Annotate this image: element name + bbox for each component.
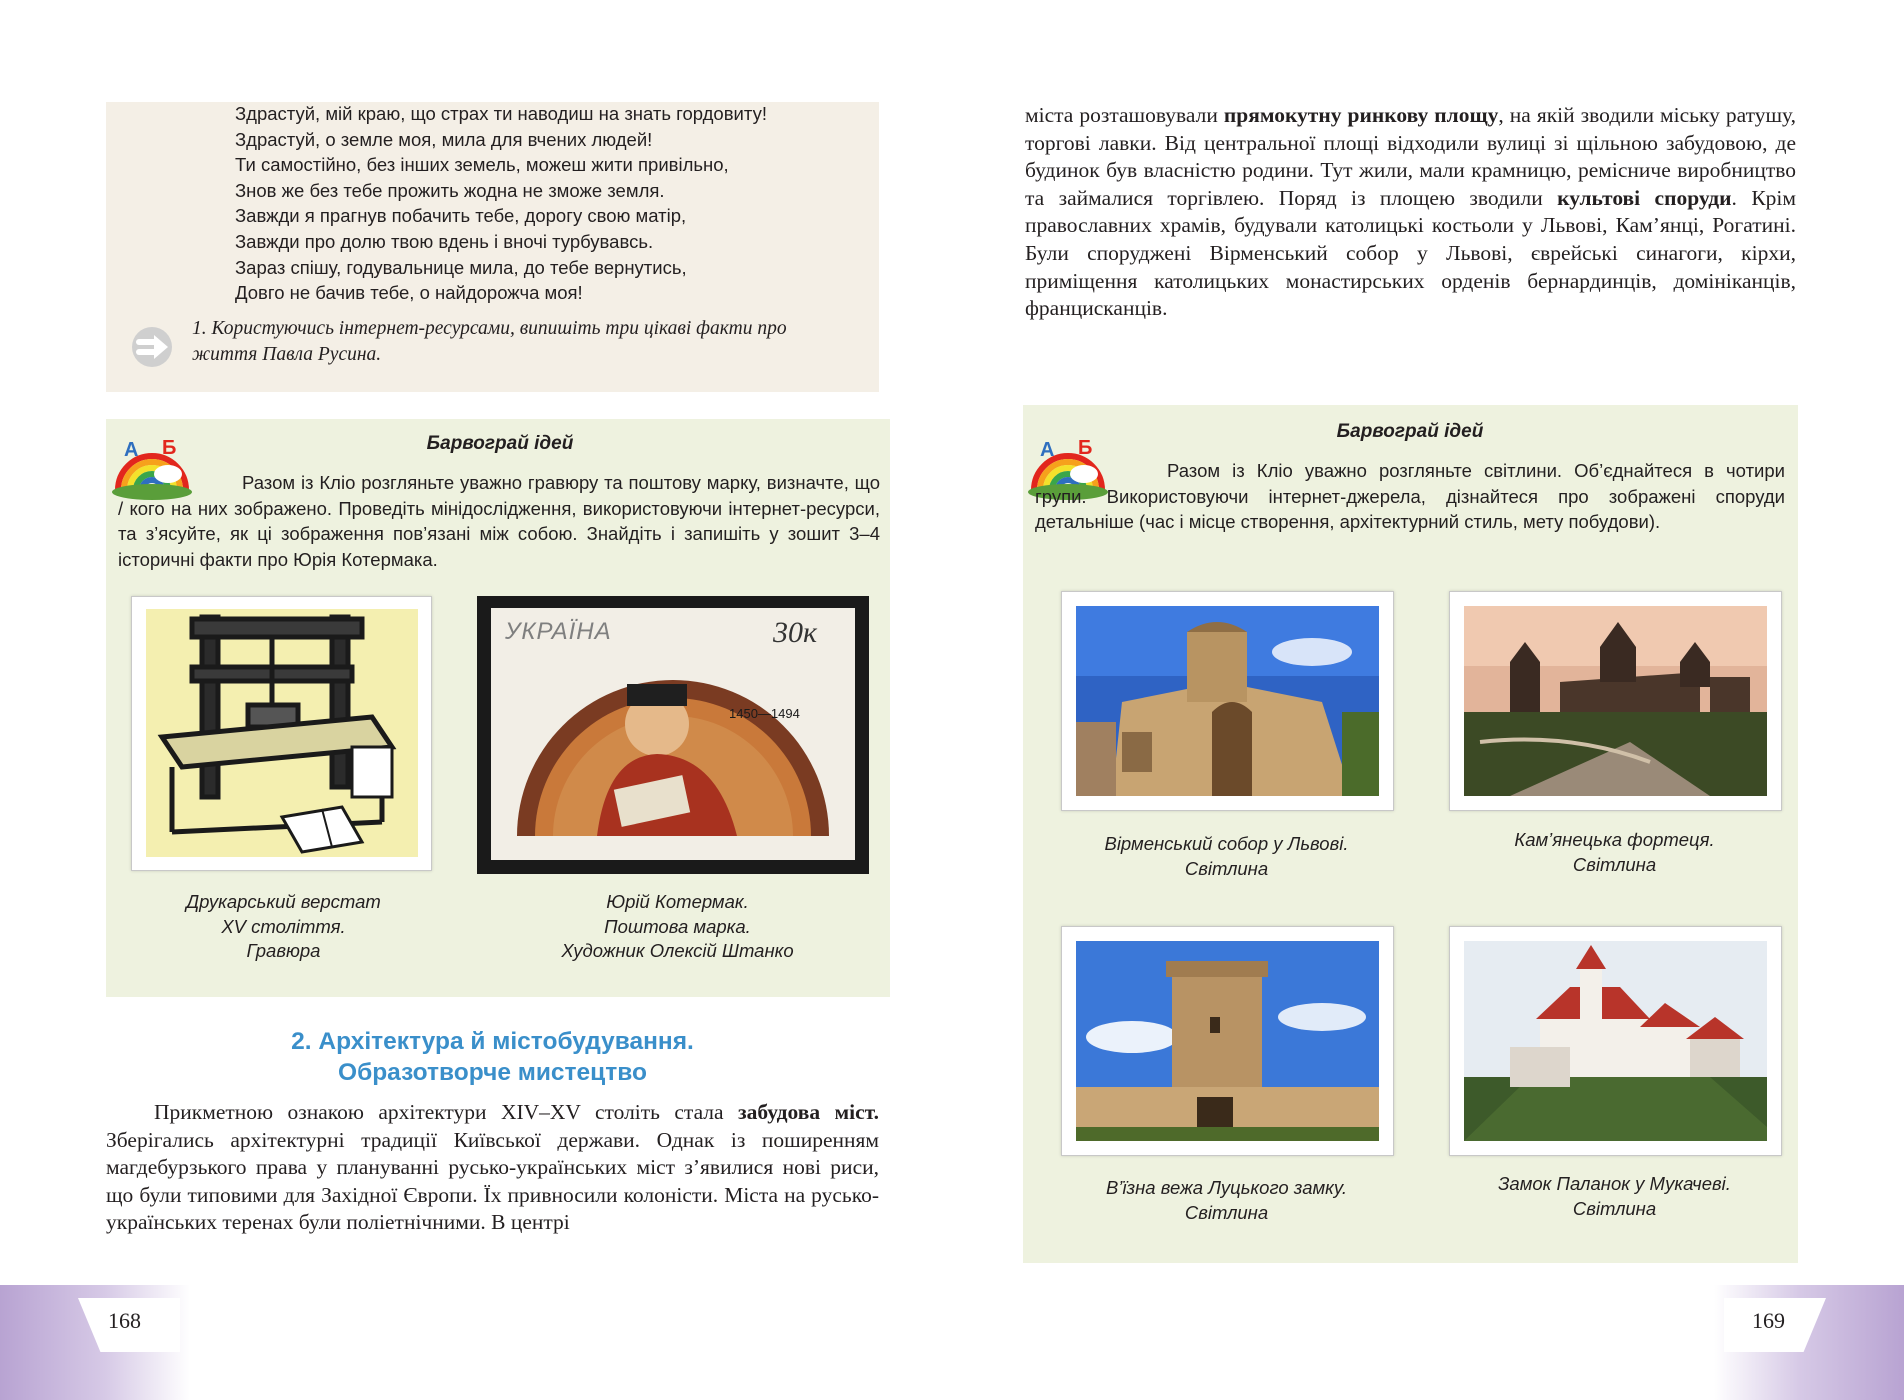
printing-press-image bbox=[132, 597, 431, 870]
poem-line: Здрастуй, о земле моя, мила для вчених людей! bbox=[235, 128, 653, 150]
idea-box-title: Барвограй ідей bbox=[426, 433, 574, 454]
section-paragraph: Прикметною ознакою архітектури XIV–XV століть стала забудова міст. Зберігались архітектурні традиції Київської держави. Однак із поширенням магдебурзького права у плануванні русько-українських міст з’явилися нові риси, що були типовими для Західної Європи. Їх привносили колоністи. Міста на русько-українських теренах були поліетнічними. В центрі bbox=[106, 1100, 880, 1235]
idea-box-text: Разом із Кліо уважно розгляньте світлини. Об’єднайтеся в чотири групи. Використовуючи інтернет-джерела, дізнайтеся про зображені споруди детальніше (час і місце створення, архітектурний стиль, мету побудови). bbox=[1035, 460, 1785, 533]
svg-text:Б: Б bbox=[162, 437, 177, 459]
photo-palanok-castle bbox=[1449, 926, 1782, 1156]
poem-line: Здрастуй, мій краю, що страх ти наводиш на знать гордовиту! bbox=[235, 103, 767, 124]
photo-lutsk-tower bbox=[1061, 926, 1394, 1156]
caption-printing-press: Друкарський верстат XV століття. Гравюра bbox=[186, 891, 381, 961]
caption-kamianets-fortress: Кам’янецька фортеця. Світлина bbox=[1514, 829, 1715, 875]
photo-kamianets-fortress bbox=[1449, 591, 1782, 811]
lutsk-tower-image bbox=[1062, 927, 1393, 1155]
stamp-value: 30к bbox=[773, 616, 818, 649]
arrow-right-icon bbox=[130, 325, 174, 369]
poem bbox=[235, 101, 875, 306]
engraving-printing-press bbox=[131, 596, 432, 871]
idea-box-text: Разом із Кліо розгляньте уважно гравюру та поштову марку, визначте, що / кого на них зображено. Проведіть мінідослідження, використовуючи інтернет-ресурси, та з’ясуйте, як ці зображення пов’язані між собою. Знайдіть і запишіть у зошит 3–4 історичні факти про Юрія Котермака. bbox=[118, 472, 880, 570]
palanok-castle-image bbox=[1450, 927, 1781, 1155]
poem-line: Завжди про долю твою вдень і вночі турбувавсь. bbox=[235, 230, 654, 252]
poem-line: Знов же без тебе прожить жодна не зможе земля. bbox=[235, 179, 665, 201]
armenian-cathedral-image bbox=[1062, 592, 1393, 810]
svg-text:А: А bbox=[1040, 439, 1055, 461]
caption-palanok-castle: Замок Паланок у Мукачеві. Світлина bbox=[1498, 1173, 1731, 1219]
kamianets-fortress-image bbox=[1450, 592, 1781, 810]
postage-stamp bbox=[477, 596, 869, 874]
poem-line: Завжди я прагнув побачить тебе, дорогу свою матір, bbox=[235, 205, 687, 227]
page-number-left: 168 bbox=[108, 1308, 141, 1333]
caption-lutsk-tower: В’їзна вежа Луцького замку. Світлина bbox=[1105, 1177, 1348, 1223]
section-heading: 2. Архітектура й містобудування. Образотворче мистецтво bbox=[291, 1028, 694, 1086]
photo-armenian-cathedral bbox=[1061, 591, 1394, 811]
poem-line: Ти самостійно, без інших земель, можеш жити привільно, bbox=[235, 154, 729, 176]
page-number-right: 169 bbox=[1752, 1308, 1785, 1333]
task bbox=[130, 316, 870, 368]
idea-box-title: Барвограй ідей bbox=[1336, 421, 1484, 442]
poem-line: Довго не бачив тебе, о найдорожча моя! bbox=[235, 282, 583, 304]
stamp-years: 1450—1494 bbox=[729, 706, 800, 721]
poem-line: Зараз спішу, годувальнице мила, до тебе вернутись, bbox=[235, 256, 687, 278]
right-paragraph: міста розташовували прямокутну ринкову площу, на якій зводили міську ратушу, торгові лавки. Від центральної площі відходили вулиці зі щільною забудовою, де будинок був власністю родини. Тут жили, мали крамницю, ремісниче виробництво та займалися торгівлею. Поряд із площею зводили культові споруди. Крім православних храмів, будували католицькі костьоли у Львові, Кам’янці, Рогатині. Були споруджені Вірменський собор у Львові, єврейські синагоги, кірхи, приміщення католицьких монастирських орденів бернардинців, домініканців, францисканців. bbox=[1025, 103, 1796, 321]
caption-stamp: Юрій Котермак. Поштова марка. Художник Олексій Штанко bbox=[561, 891, 794, 961]
svg-text:А: А bbox=[124, 439, 139, 461]
caption-armenian-cathedral: Вірменський собор у Львові. Світлина bbox=[1104, 833, 1349, 879]
svg-text:Б: Б bbox=[1078, 437, 1093, 459]
stamp-country: УКРАЇНА bbox=[505, 618, 612, 645]
task-text: 1. Користуючись інтернет-ресурсами, випишіть три цікаві факти про життя Павла Русина. bbox=[192, 318, 787, 365]
